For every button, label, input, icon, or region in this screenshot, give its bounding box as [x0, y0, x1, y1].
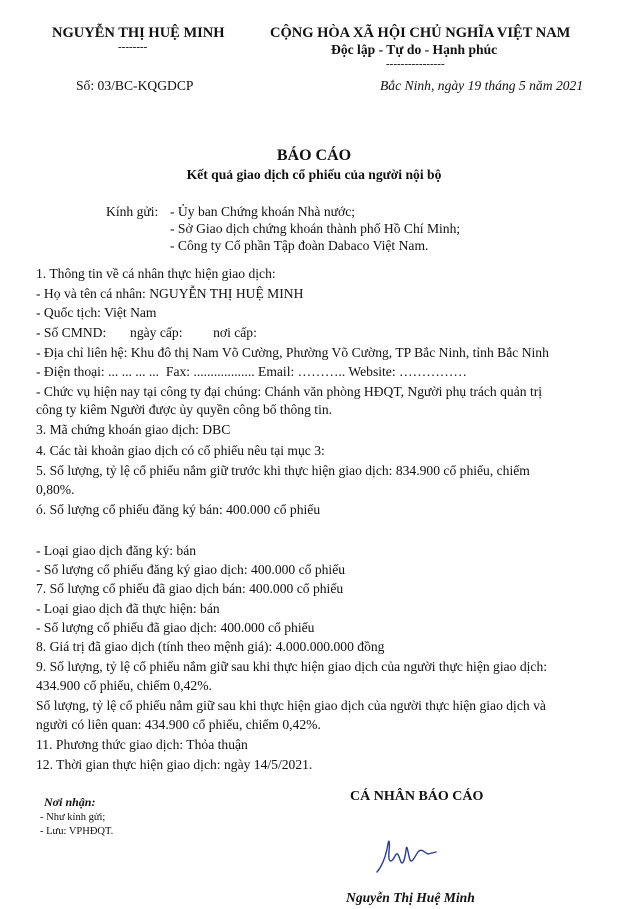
motto: Độc lập - Tự do - Hạnh phúc	[331, 42, 498, 57]
body-line: 434.900 cổ phiếu, chiếm 0,42%.	[36, 678, 212, 693]
body-line: ó. Số lượng cổ phiếu đăng ký bán: 400.000 cổ phiếu	[36, 502, 321, 517]
recipient-item: - Công ty Cổ phần Tập đoàn Dabaco Việt Nam.	[170, 238, 429, 253]
sender-name: NGUYỄN THỊ HUỆ MINH	[52, 25, 225, 41]
body-line: - Loại giao dịch đăng ký: bán	[36, 543, 197, 558]
report-title: BÁO CÁO	[276, 147, 352, 164]
body-line: - Địa chỉ liên hệ: Khu đô thị Nam Võ Cường, Phường Võ Cường, TP Bắc Ninh, tỉnh Bắc Ninh	[36, 345, 549, 360]
body-line: công ty kiêm Người được ủy quyền công bố thông tin.	[36, 402, 333, 417]
sender-rule: --------	[118, 41, 148, 53]
body-line: - Quốc tịch: Việt Nam	[36, 305, 157, 320]
body-line: - Số lượng cổ phiếu đã giao dịch: 400.000 cổ phiếu	[36, 620, 315, 635]
body-line: 0,80%.	[36, 482, 75, 497]
document-number: Số: 03/BC-KQGDCP	[76, 78, 194, 93]
body-line: - Điện thoại: ... ... ... ... Fax: .................. Email: ……….. Website: ……………	[36, 364, 467, 379]
body-line: 5. Số lượng, tỷ lệ cổ phiếu nắm giữ trước khi thực hiện giao dịch: 834.900 cổ phiếu, chiếm	[36, 463, 530, 478]
body-line: Số lượng, tỷ lệ cổ phiếu nắm giữ sau khi thực hiện giao dịch của người thực hiện giao dịch và	[36, 698, 546, 713]
body-line: - Số CMND: ngày cấp: nơi cấp:	[36, 325, 257, 340]
recipients-footer-item: - Như kính gửi;	[40, 812, 106, 823]
body-line: 7. Số lượng cổ phiếu đã giao dịch bán: 400.000 cổ phiếu	[36, 581, 344, 596]
body-line: 3. Mã chứng khoán giao dịch: DBC	[36, 422, 231, 437]
body-line: 4. Các tài khoản giao dịch có cổ phiếu nêu tại mục 3:	[36, 443, 325, 458]
body-line: - Chức vụ hiện nay tại công ty đại chúng: Chánh văn phòng HĐQT, Người phụ trách quản trị	[36, 384, 543, 399]
body-line: - Số lượng cổ phiếu đăng ký giao dịch: 400.000 cổ phiếu	[36, 562, 346, 577]
signer-name: Nguyễn Thị Huệ Minh	[346, 890, 475, 905]
recipients-footer-item: - Lưu: VPHĐQT.	[40, 826, 114, 837]
report-subtitle: Kết quả giao dịch cổ phiếu của người nội bộ	[186, 167, 442, 182]
recipients-label: Kính gửi:	[106, 204, 159, 219]
place-date: Bắc Ninh, ngày 19 tháng 5 năm 2021	[380, 78, 584, 93]
motto-rule: ----------------	[386, 58, 445, 70]
body-line: 9. Số lượng, tỷ lệ cổ phiếu nắm giữ sau khi thực hiện giao dịch của người thực hiện giao dịch:	[36, 659, 548, 674]
body-line: - Loại giao dịch đã thực hiện: bán	[36, 601, 220, 616]
body-line: 8. Giá trị đã giao dịch (tính theo mệnh giá): 4.000.000.000 đồng	[36, 639, 385, 654]
recipient-item: - Sở Giao dịch chứng khoán thành phố Hồ Chí Minh;	[170, 221, 461, 236]
reporter-title: CÁ NHÂN BÁO CÁO	[350, 789, 484, 804]
body-line: 1. Thông tin về cá nhân thực hiện giao dịch:	[36, 266, 276, 281]
body-line: người có liên quan: 434.900 cổ phiếu, chiếm 0,42%.	[36, 717, 321, 732]
body-line: 12. Thời gian thực hiện giao dịch: ngày 14/5/2021.	[36, 757, 313, 772]
recipient-item: - Ủy ban Chứng khoán Nhà nước;	[170, 204, 356, 219]
signature-stroke	[377, 841, 436, 872]
signature-image	[374, 830, 444, 880]
nation-title: CỘNG HÒA XÃ HỘI CHỦ NGHĨA VIỆT NAM	[270, 25, 571, 41]
body-line: - Họ và tên cá nhân: NGUYỄN THỊ HUỆ MINH	[36, 286, 304, 301]
body-line: 11. Phương thức giao dịch: Thỏa thuận	[36, 737, 248, 752]
recipients-footer-label: Nơi nhận:	[44, 795, 96, 809]
